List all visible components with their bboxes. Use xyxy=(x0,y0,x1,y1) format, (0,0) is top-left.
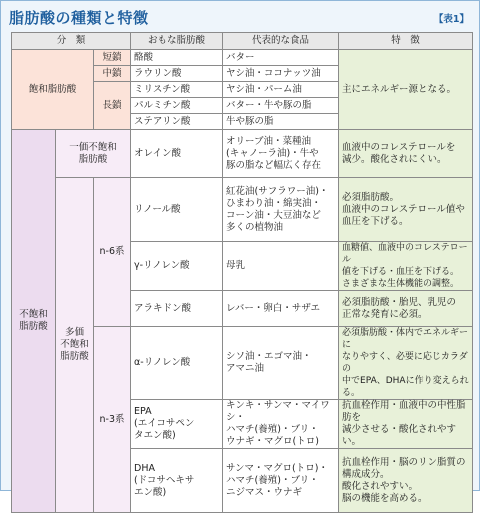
page-title: 脂肪酸の種類と特徴 xyxy=(9,9,149,27)
header-features: 特 徴 xyxy=(339,33,473,50)
n3-label: n-3系 xyxy=(94,327,131,513)
food-cell: オリーブ油・菜種油 (キャノーラ油)・牛や 豚の脂など幅広く存在 xyxy=(223,130,339,178)
fatty-acid-table xyxy=(11,32,473,513)
acid-cell: 酪酸 xyxy=(131,50,223,66)
feature-cell: 抗血栓作用・血液中の中性脂肪を 減少させる・酸化されやすい。 xyxy=(339,400,473,449)
feature-cell: 必須脂肪酸。 血液中のコレステロール値や 血圧を下げる。 xyxy=(339,178,473,242)
acid-cell: ラウリン酸 xyxy=(131,66,223,82)
acid-cell: α-リノレン酸 xyxy=(131,327,223,400)
header-foods: 代表的な食品 xyxy=(223,33,339,50)
feature-cell: 血液中のコレステロールを 減少。酸化されにくい。 xyxy=(339,130,473,178)
unsaturated-label: 不飽和 脂肪酸 xyxy=(12,130,56,513)
acid-cell: EPA (エイコサペン タエン酸) xyxy=(131,400,223,449)
food-cell: 紅花油(サフラワー油)・ ひまわり油・綿実油・ コーン油・大豆油など 多くの植物油 xyxy=(223,178,339,242)
chain-long: 長鎖 xyxy=(94,82,131,130)
food-cell: 牛や豚の脂 xyxy=(223,114,339,130)
feature-cell: 必須脂肪酸・体内でエネルギーに なりやすく、必要に応じカラダの 中でEPA、DHAに作り変えられる。 xyxy=(339,327,473,400)
food-cell: バター xyxy=(223,50,339,66)
food-cell: サンマ・マグロ(トロ)・ ハマチ(養殖)・ブリ・ ニジマス・ウナギ xyxy=(223,449,339,513)
acid-cell: γ-リノレン酸 xyxy=(131,242,223,291)
acid-cell: ステアリン酸 xyxy=(131,114,223,130)
table-row xyxy=(12,130,473,178)
chain-short: 短鎖 xyxy=(94,50,131,66)
food-cell: ヤシ油・ココナッツ油 xyxy=(223,66,339,82)
feature-cell: 血糖値、血液中のコレステロール 値を下げる・血圧を下げる。 さまざまな生体機能の調整。 xyxy=(339,242,473,291)
feature-cell: 抗血栓作用・脳のリン脂質の 構成成分。 酸化されやすい。 脳の機能を高める。 xyxy=(339,449,473,513)
mono-label: 一価不飽和 脂肪酸 xyxy=(56,130,131,178)
food-cell: キンキ・サンマ・マイワシ・ ハマチ(養殖)・ブリ・ ウナギ・マグロ(トロ) xyxy=(223,400,339,449)
chain-medium: 中鎖 xyxy=(94,66,131,82)
food-cell: ヤシ油・パーム油 xyxy=(223,82,339,98)
acid-cell: パルミチン酸 xyxy=(131,98,223,114)
header-row xyxy=(12,33,473,50)
poly-label: 多価 不飽和 脂肪酸 xyxy=(56,178,94,513)
saturated-label: 飽和脂肪酸 xyxy=(12,50,94,130)
acid-cell: リノール酸 xyxy=(131,178,223,242)
saturated-feature: 主にエネルギー源となる。 xyxy=(339,50,473,130)
table-row xyxy=(12,50,473,66)
acid-cell: DHA (ドコサヘキサ エン酸) xyxy=(131,449,223,513)
table-row xyxy=(12,178,473,242)
food-cell: 母乳 xyxy=(223,242,339,291)
food-cell: バター・牛や豚の脂 xyxy=(223,98,339,114)
food-cell: シソ油・エゴマ油・ アマニ油 xyxy=(223,327,339,400)
feature-cell: 必須脂肪酸・胎児、乳児の 正常な発育に必須。 xyxy=(339,291,473,327)
acid-cell: ミリスチン酸 xyxy=(131,82,223,98)
table-tag: 【表1】 xyxy=(433,14,469,25)
food-cell: レバー・卵白・サザエ xyxy=(223,291,339,327)
acid-cell: アラキドン酸 xyxy=(131,291,223,327)
header-classification: 分 類 xyxy=(12,33,131,50)
n6-label: n-6系 xyxy=(94,178,131,327)
header-fatty-acid: おもな脂肪酸 xyxy=(131,33,223,50)
acid-cell: オレイン酸 xyxy=(131,130,223,178)
